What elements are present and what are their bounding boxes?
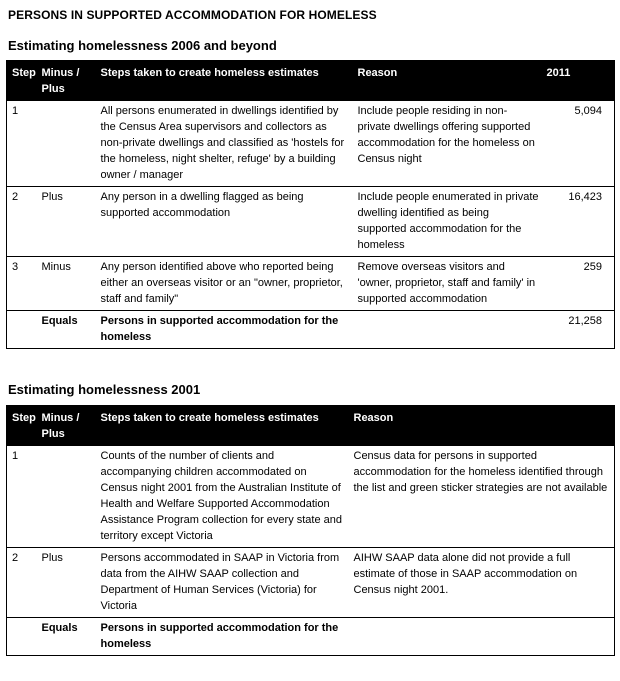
col-header-minus-plus: Minus / Plus bbox=[41, 406, 99, 446]
table-estimates-2001 bbox=[6, 405, 615, 656]
col-header-steps: Steps taken to create homeless estimates bbox=[99, 61, 355, 101]
col-header-minus-plus: Minus / Plus bbox=[41, 61, 99, 101]
cell-equals-label: Equals bbox=[41, 311, 99, 349]
table-total-row bbox=[7, 311, 615, 349]
cell-reason bbox=[355, 311, 545, 349]
cell-steps: Persons accommodated in SAAP in Victoria from data from the AIHW SAAP collection and Department of Human Services (Victoria) for Victoria bbox=[99, 548, 351, 618]
cell-value: 5,094 bbox=[545, 101, 615, 187]
table-total-row bbox=[7, 618, 615, 656]
cell-step: 1 bbox=[7, 446, 41, 548]
cell-step bbox=[7, 311, 41, 349]
cell-minus-plus: Minus bbox=[41, 257, 99, 311]
table-row bbox=[7, 187, 615, 257]
cell-minus-plus bbox=[41, 101, 99, 187]
section-heading-2001: Estimating homelessness 2001 bbox=[8, 382, 201, 397]
cell-reason: Remove overseas visitors and 'owner, proprietor, staff and family' in supported accommodation bbox=[355, 257, 545, 311]
cell-minus-plus bbox=[41, 446, 99, 548]
table-header-row bbox=[7, 61, 615, 101]
col-header-year: 2011 bbox=[545, 61, 615, 101]
table-row bbox=[7, 101, 615, 187]
table-estimates-2006 bbox=[6, 60, 615, 349]
table-header-row bbox=[7, 406, 615, 446]
cell-step: 2 bbox=[7, 548, 41, 618]
cell-steps: Any person identified above who reported being either an overseas visitor or an "owner, proprietor, staff and family" bbox=[99, 257, 355, 311]
cell-value: 16,423 bbox=[545, 187, 615, 257]
cell-reason: Include people enumerated in private dwelling identified as being supported accommodation for the homeless bbox=[355, 187, 545, 257]
cell-reason: Census data for persons in supported accommodation for the homeless identified through the list and green sticker strategies are not available bbox=[351, 446, 615, 548]
cell-total-value: 21,258 bbox=[545, 311, 615, 349]
col-header-reason: Reason bbox=[351, 406, 615, 446]
cell-steps: All persons enumerated in dwellings identified by the Census Area supervisors and collectors as non-private dwellings and classified as 'hostels for the homeless, night shelter, refuge' by a building owner / manager bbox=[99, 101, 355, 187]
cell-steps: Any person in a dwelling flagged as being supported accommodation bbox=[99, 187, 355, 257]
col-header-step: Step bbox=[7, 61, 41, 101]
section-heading-2006: Estimating homelessness 2006 and beyond bbox=[8, 38, 277, 53]
table-row bbox=[7, 257, 615, 311]
cell-total-description: Persons in supported accommodation for the homeless bbox=[99, 618, 351, 656]
col-header-reason: Reason bbox=[355, 61, 545, 101]
cell-reason: AIHW SAAP data alone did not provide a full estimate of those in SAAP accommodation on Census night 2001. bbox=[351, 548, 615, 618]
col-header-steps: Steps taken to create homeless estimates bbox=[99, 406, 351, 446]
cell-step: 2 bbox=[7, 187, 41, 257]
cell-step bbox=[7, 618, 41, 656]
cell-reason: Include people residing in non-private dwellings offering supported accommodation for the homeless on Census night bbox=[355, 101, 545, 187]
cell-minus-plus: Plus bbox=[41, 187, 99, 257]
cell-minus-plus: Plus bbox=[41, 548, 99, 618]
cell-step: 1 bbox=[7, 101, 41, 187]
cell-value: 259 bbox=[545, 257, 615, 311]
cell-equals-label: Equals bbox=[41, 618, 99, 656]
cell-reason bbox=[351, 618, 615, 656]
document-title: PERSONS IN SUPPORTED ACCOMMODATION FOR HOMELESS bbox=[8, 8, 377, 22]
cell-steps: Counts of the number of clients and accompanying children accommodated on Census night 2001 from the Australian Institute of Health and Welfare Supported Accommodation Assistance Program collection for every state and territory except Victoria bbox=[99, 446, 351, 548]
cell-total-description: Persons in supported accommodation for the homeless bbox=[99, 311, 355, 349]
cell-step: 3 bbox=[7, 257, 41, 311]
table-row bbox=[7, 446, 615, 548]
col-header-step: Step bbox=[7, 406, 41, 446]
table-row bbox=[7, 548, 615, 618]
